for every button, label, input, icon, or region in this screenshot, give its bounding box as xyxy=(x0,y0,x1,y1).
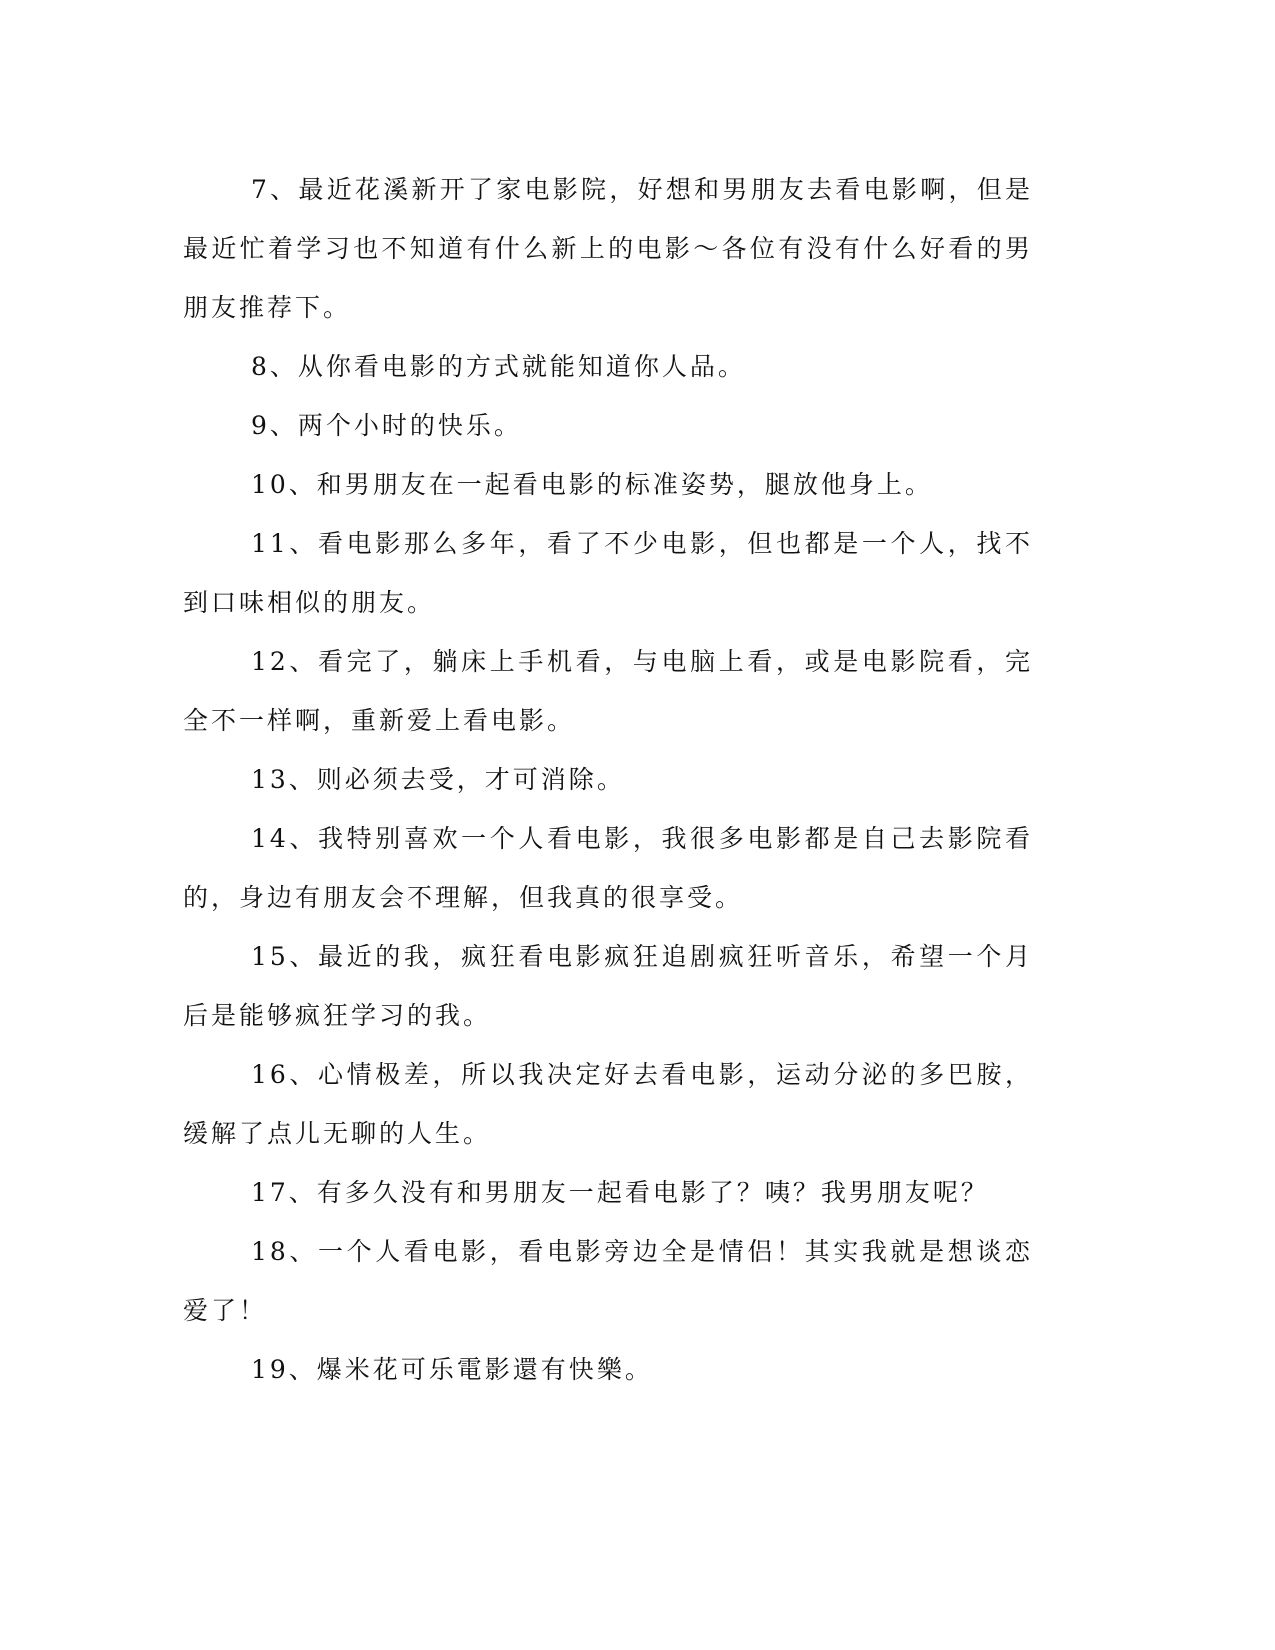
paragraph-10: 10、和男朋友在一起看电影的标准姿势，腿放他身上。 xyxy=(251,470,933,499)
paragraph-13: 13、则必须去受，才可消除。 xyxy=(251,765,625,794)
document-body xyxy=(183,160,1033,1399)
paragraph-8: 8、从你看电影的方式就能知道你人品。 xyxy=(251,352,746,381)
paragraph-18: 18、一个人看电影，看电影旁边全是情侣！其实我就是想谈恋爱了！ xyxy=(183,1237,1033,1325)
paragraph-17: 17、有多久没有和男朋友一起看电影了？咦？我男朋友呢？ xyxy=(251,1178,989,1207)
paragraph-16: 16、心情极差，所以我决定好去看电影，运动分泌的多巴胺，缓解了点儿无聊的人生。 xyxy=(183,1060,1033,1148)
paragraph-15: 15、最近的我，疯狂看电影疯狂追剧疯狂听音乐，希望一个月后是能够疯狂学习的我。 xyxy=(183,942,1033,1030)
paragraph-14: 14、我特别喜欢一个人看电影，我很多电影都是自己去影院看的，身边有朋友会不理解，但我真的很享受。 xyxy=(183,824,1033,912)
paragraph-7: 7、最近花溪新开了家电影院，好想和男朋友去看电影啊，但是最近忙着学习也不知道有什么新上的电影～各位有没有什么好看的男朋友推荐下。 xyxy=(183,175,1033,322)
paragraph-19: 19、爆米花可乐電影還有快樂。 xyxy=(251,1355,653,1384)
paragraph-11: 11、看电影那么多年，看了不少电影，但也都是一个人，找不到口味相似的朋友。 xyxy=(183,529,1033,617)
paragraph-12: 12、看完了，躺床上手机看，与电脑上看，或是电影院看，完全不一样啊，重新爱上看电影。 xyxy=(183,647,1033,735)
paragraph-9: 9、两个小时的快乐。 xyxy=(251,411,522,440)
